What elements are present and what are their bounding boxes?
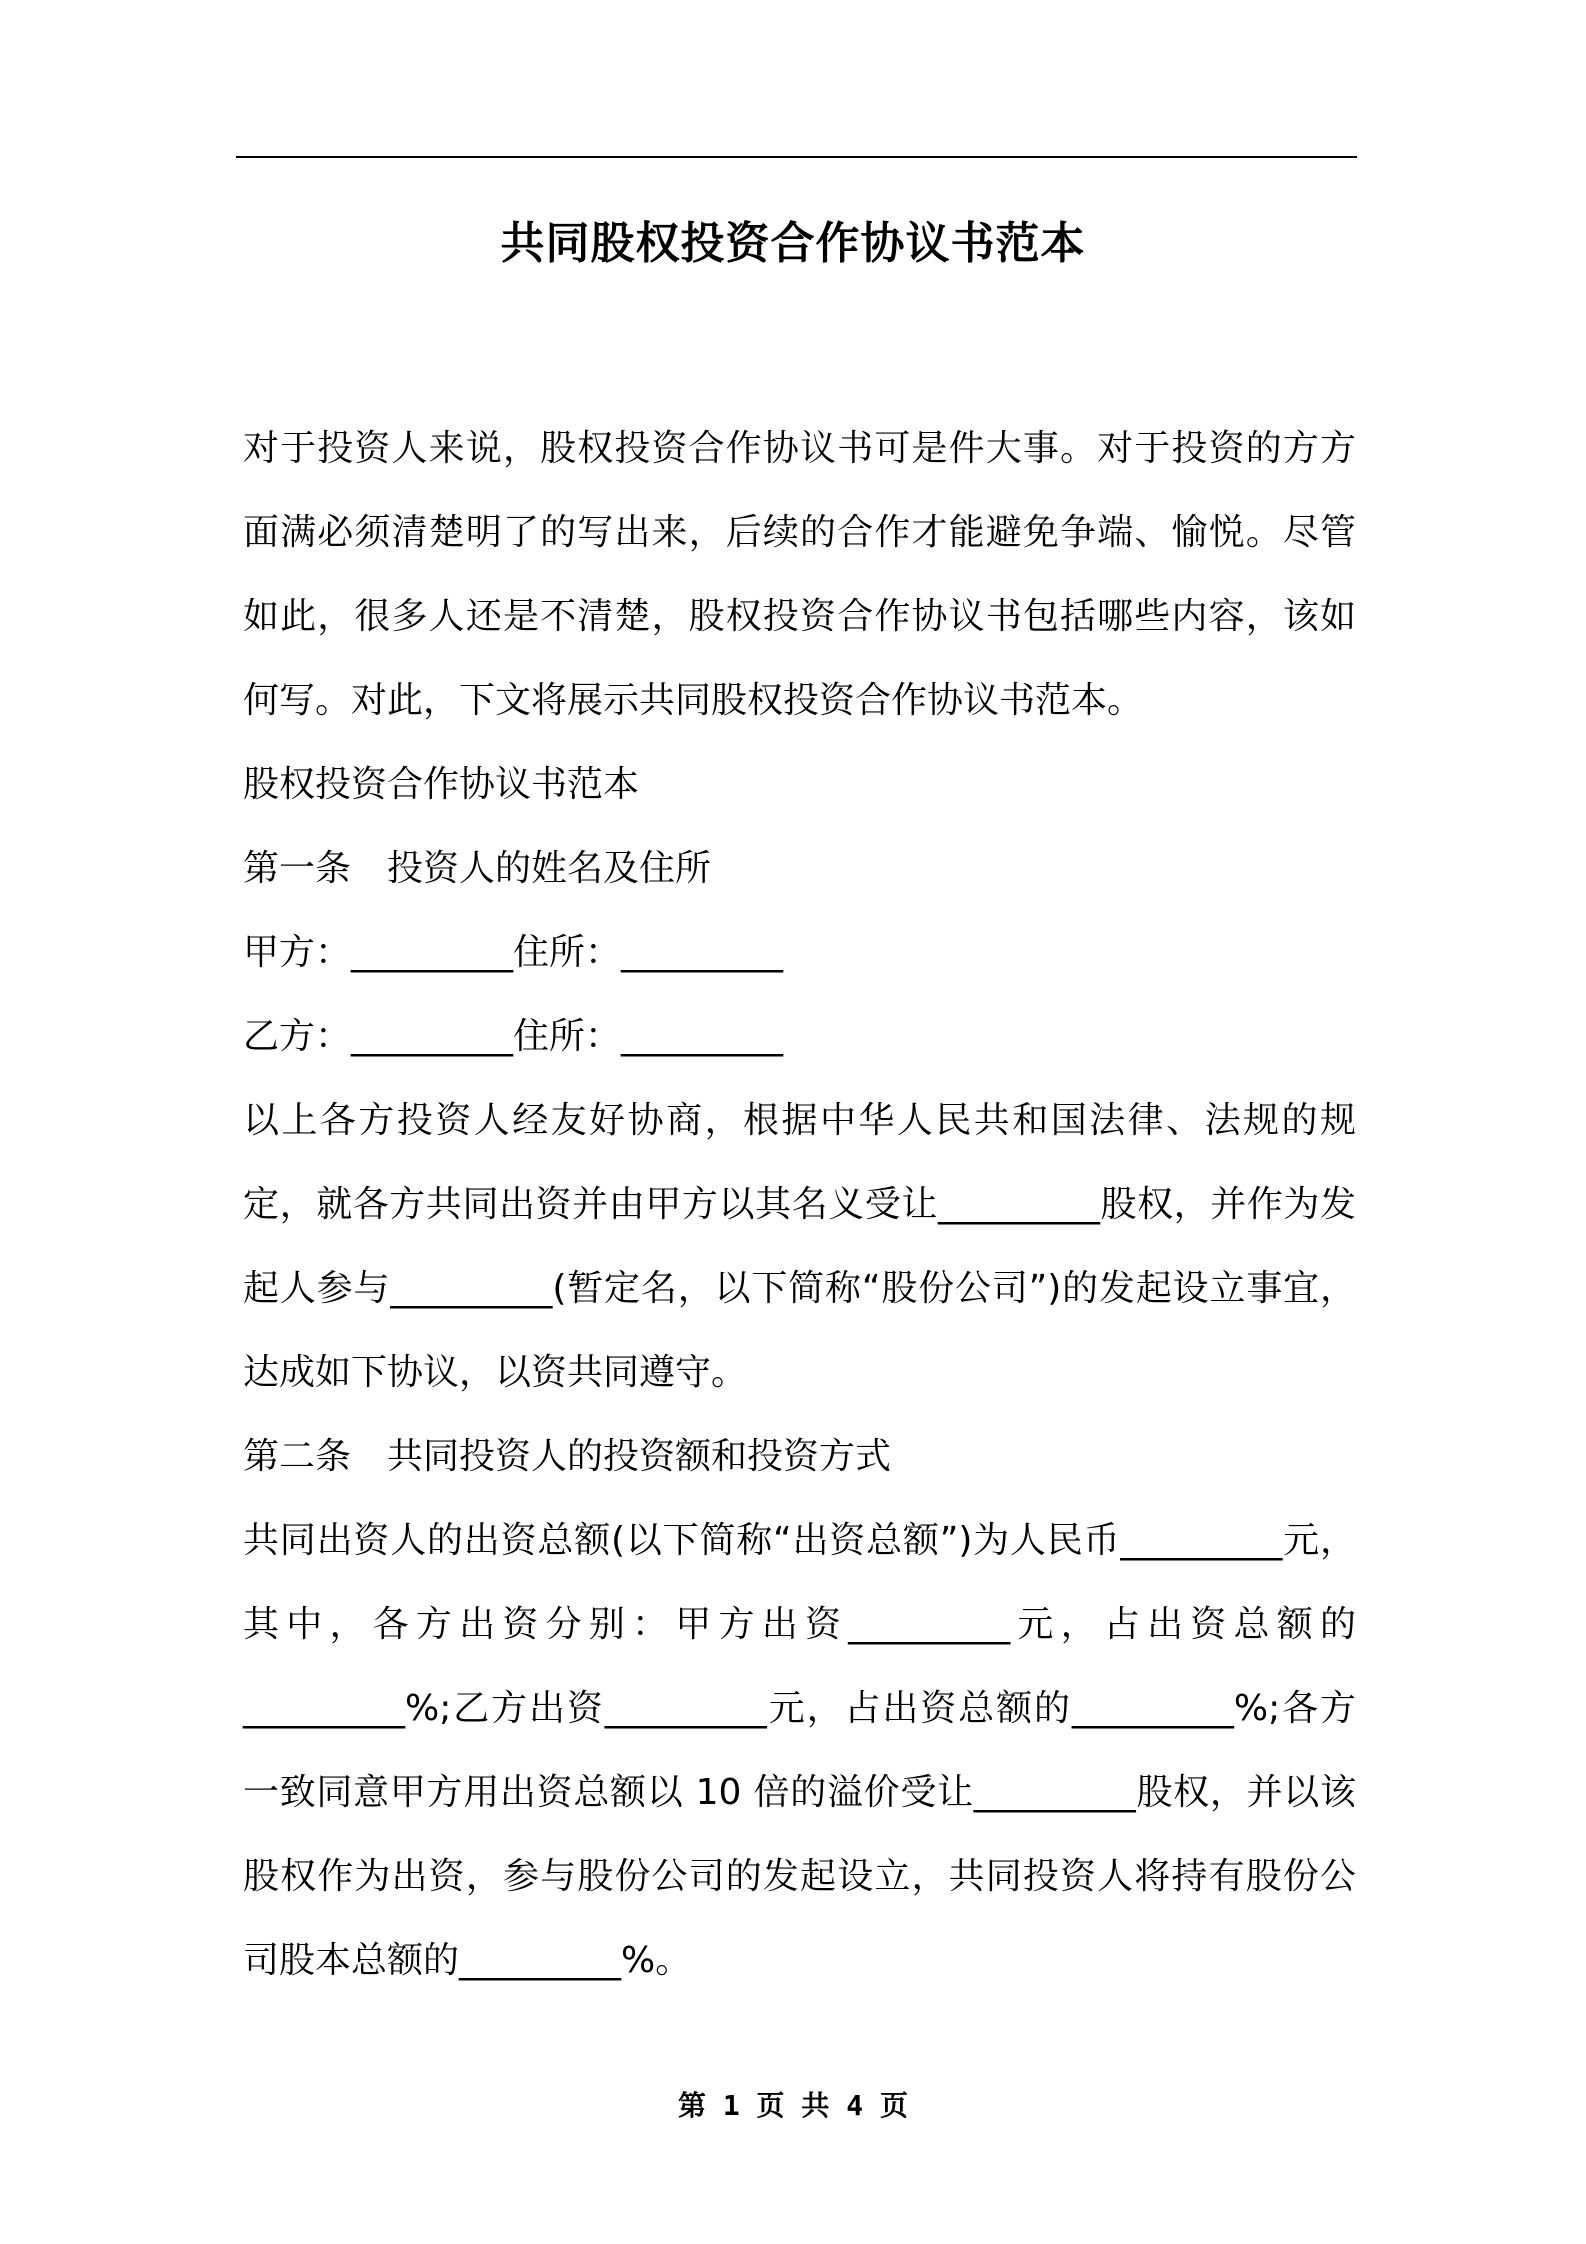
document-title: 共同股权投资合作协议书范本 (500, 218, 1086, 269)
party-b-line: 乙方：_________住所：_________ (243, 1016, 784, 1057)
article-2-body: 共同出资人的出资总额(以下简称“出资总额”)为人民币_________元，其中，各方出资分别：甲方出资_________元，占出资总额的_________%;乙方出资_________元，占出资总额的_________%;各方一致同意甲方用出资总额以 10 倍的溢价受让_________股权，并以该股权作为出资，参与股份公司的发起设立，共同投资人将持有股份公司股本总额的_________%。 (243, 1520, 1356, 1981)
page-number: 第 1 页 共 4 页 (677, 2089, 908, 2122)
party-a-line: 甲方：_________住所：_________ (243, 932, 784, 973)
intro-paragraph: 对于投资人来说，股权投资合作协议书可是件大事。对于投资的方方面满必须清楚明了的写出来，后续的合作才能避免争端、愉悦。尽管如此，很多人还是不清楚，股权投资合作协议书包括哪些内容，该如何写。对此，下文将展示共同股权投资合作协议书范本。 (243, 428, 1356, 721)
header-divider (236, 156, 1357, 158)
article-2-heading: 第二条 共同投资人的投资额和投资方式 (243, 1436, 892, 1477)
agreement-preamble: 以上各方投资人经友好协商，根据中华人民共和国法律、法规的规定，就各方共同出资并由甲方以其名义受让_________股权，并作为发起人参与_________(暂定名，以下简称“股份公司”)的发起设立事宜，达成如下协议，以资共同遵守。 (243, 1100, 1356, 1393)
document-body (243, 407, 1356, 2003)
section-heading: 股权投资合作协议书范本 (243, 764, 640, 805)
article-1-heading: 第一条 投资人的姓名及住所 (243, 848, 712, 889)
